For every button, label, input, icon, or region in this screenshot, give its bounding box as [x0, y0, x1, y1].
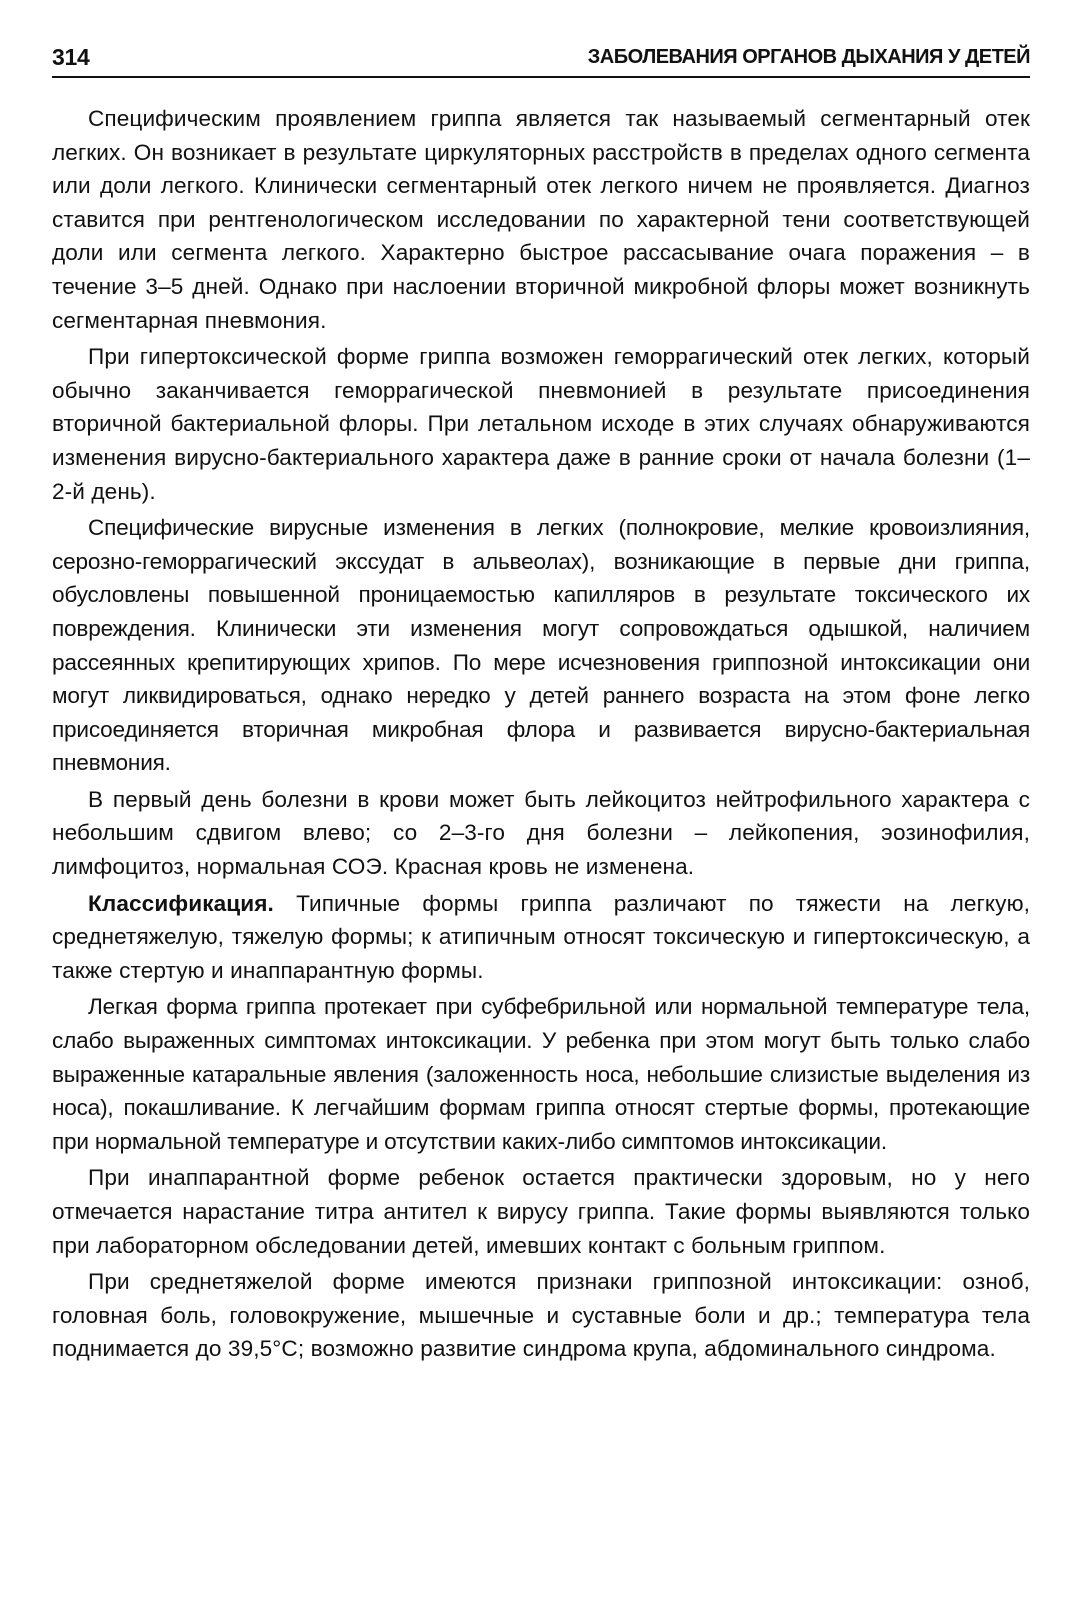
running-title: ЗАБОЛЕВАНИЯ ОРГАНОВ ДЫХАНИЯ У ДЕТЕЙ — [587, 46, 1030, 68]
paragraph-text: При среднетяжелой форме имеются признаки гриппозной интоксикации: озноб, головная боль, головокружение, мышечные и суставные боли и др.; температура тела поднимается до 39,5°С; возможно развитие синдрома крупа, абдоминального синдрома. — [52, 1269, 1030, 1362]
paragraph-text: В первый день болезни в крови может быть лейкоцитоз нейтрофильного характера с небольшим сдвигом влево; со 2–3-го дня болезни – лейкопения, эозинофилия, лимфоцитоз, нормальная СОЭ. Красная кровь не изменена. — [52, 786, 1030, 880]
paragraph-classification — [52, 887, 1030, 988]
classification-heading: Классификация. — [88, 890, 274, 916]
running-header — [52, 44, 1030, 78]
paragraph-blood-picture — [52, 783, 1030, 884]
paragraph-text: Легкая форма гриппа протекает при субфебрильной или нормальной температуре тела, слабо выраженных симптомах интоксикации. У ребенка при этом могут быть только слабо выраженные катаральные явления (заложенность носа, небольшие слизистые выделения из носа), покашливание. К легчайшим формам гриппа относят стертые формы, протекающие при нормальной температуре и отсутствии каких-либо симптомов интоксикации. — [52, 994, 1030, 1154]
body-text — [52, 102, 1030, 1366]
book-page — [52, 44, 1030, 1369]
paragraph-text: Специфические вирусные изменения в легких (полнокровие, мелкие кровоизлияния, серозно-геморрагический экссудат в альвеолах), возникающие в первые дни гриппа, обусловлены повышенной проницаемостью капилляров в результате токсического их повреждения. Клинически эти изменения могут сопровождаться одышкой, наличием рассеянных крепитирующих хрипов. По мере исчезновения гриппозной интоксикации они могут ликвидироваться, однако нередко у детей раннего возраста на этом фоне легко присоединяется вторичная микробная флора и развивается вирусно-бактериальная пневмония. — [52, 515, 1030, 776]
paragraph-segmental-edema — [52, 102, 1030, 337]
page-number: 314 — [52, 44, 90, 70]
paragraph-text: При гипертоксической форме гриппа возможен геморрагический отек легких, который обычно заканчивается геморрагической пневмонией в результате присоединения вторичной бактериальной флоры. При летальном исходе в этих случаях обнаруживаются изменения вирусно-бактериального характера даже в ранние сроки от начала болезни (1–2-й день). — [52, 344, 1030, 504]
paragraph-text: Типичные формы гриппа различают по тяжести на легкую, среднетяжелую, тяжелую формы; к атипичным относят токсическую и гипертоксическую, а также стертую и инаппарантную формы. — [52, 890, 1030, 983]
paragraph-hemorrhagic-edema — [52, 340, 1030, 508]
paragraph-mild-form — [52, 990, 1030, 1158]
paragraph-inapparent-form — [52, 1161, 1030, 1262]
paragraph-text: Специфическим проявлением гриппа является так называемый сегментарный отек легких. Он возникает в результате циркуляторных расстройств в пределах одного сегмента или доли легкого. Клинически сегментарный отек легкого ничем не проявляется. Диагноз ставится при рентгенологическом исследовании по характерной тени соответствующей доли или сегмента легкого. Характерно быстрое рассасывание очага поражения – в течение 3–5 дней. Однако при наслоении вторичной микробной флоры может возникнуть сегментарная пневмония. — [52, 106, 1030, 333]
paragraph-viral-changes — [52, 511, 1030, 780]
paragraph-moderate-form — [52, 1265, 1030, 1366]
paragraph-text: При инаппарантной форме ребенок остается практически здоровым, но у него отмечается нарастание титра антител к вирусу гриппа. Такие формы выявляются только при лабораторном обследовании детей, имевших контакт с больным гриппом. — [52, 1165, 1030, 1258]
